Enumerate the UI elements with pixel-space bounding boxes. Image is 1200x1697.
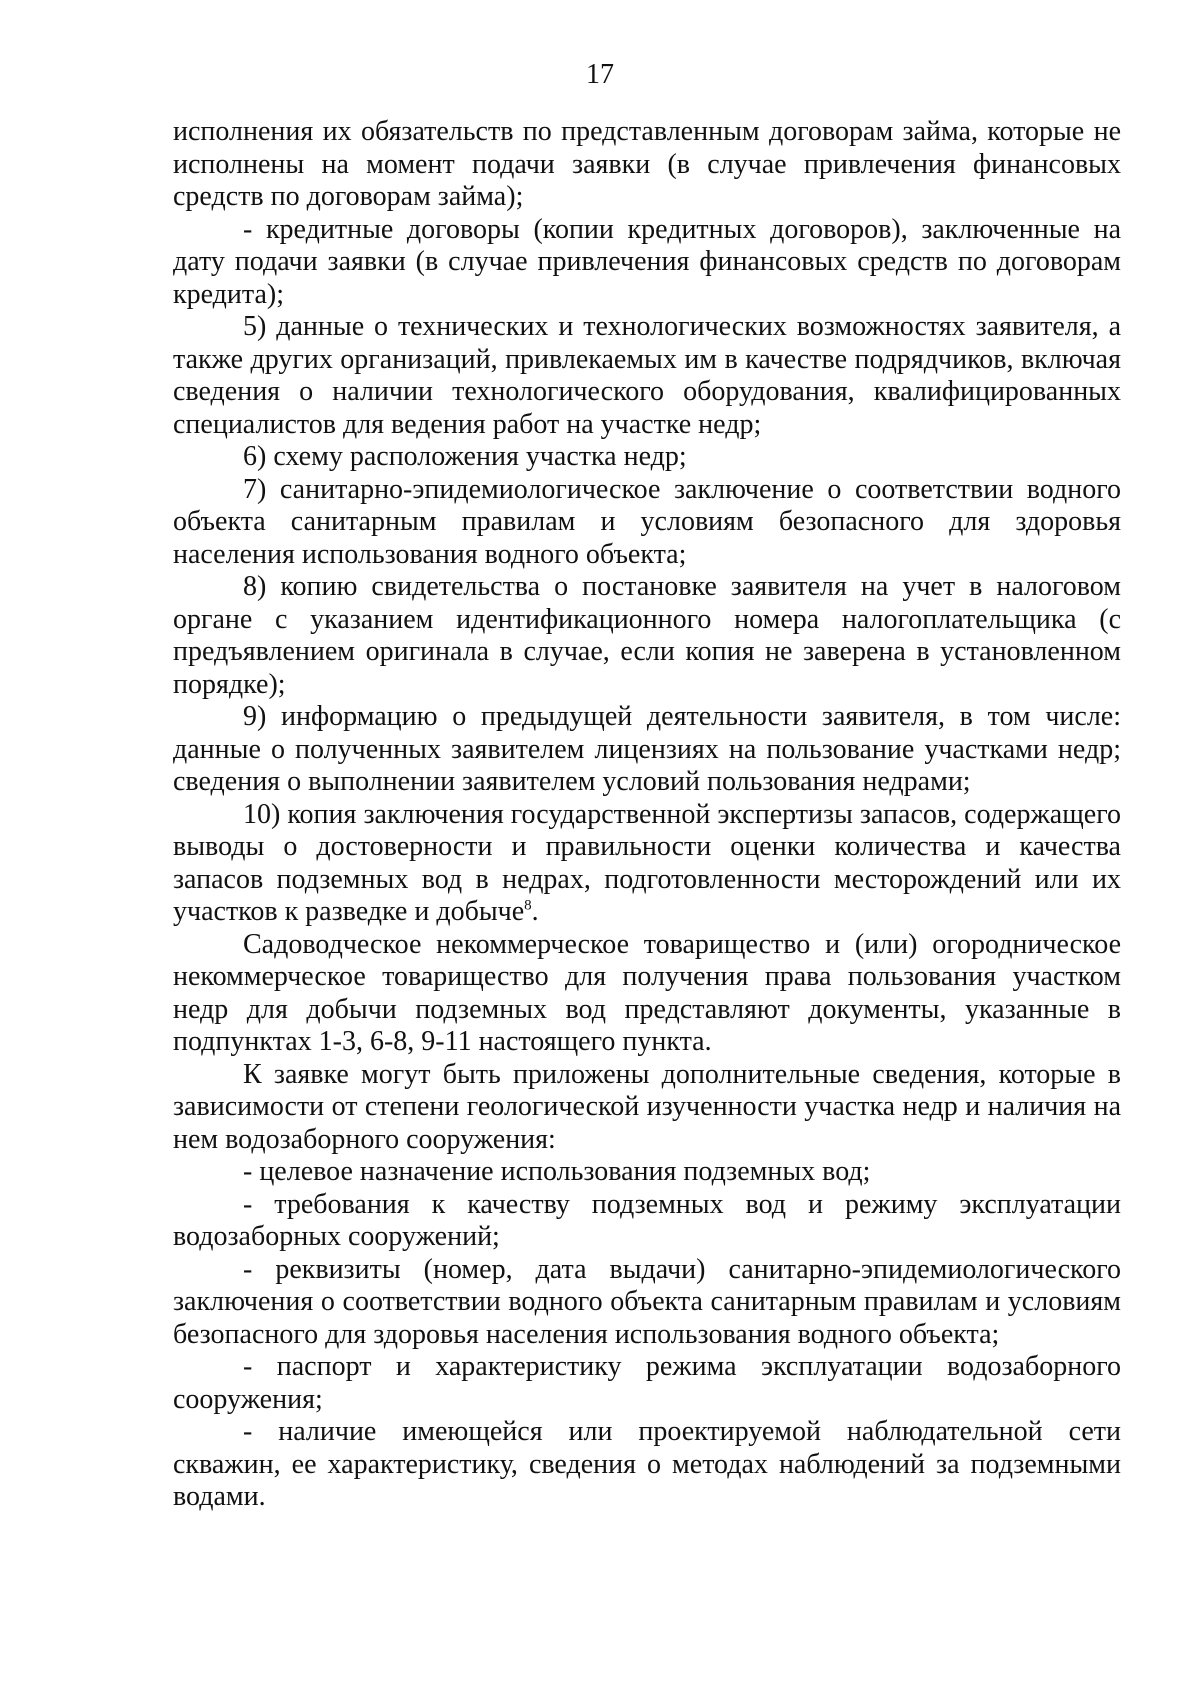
paragraph-item-10 <box>173 799 1121 929</box>
paragraph-item-10-text: 10) копия заключения государственной экспертизы запасов, содержащего выводы о достоверности и правильности оценки количества и качества запасов подземных вод в недрах, подготовленности месторождений или их участков к разведке и добыче <box>173 798 1121 927</box>
paragraph-item-8: 8) копию свидетельства о постановке заявителя на учет в налоговом органе с указанием идентификационного номера налогоплательщика (с предъявлением оригинала в случае, если копия не заверена в установленном порядке); <box>173 571 1121 700</box>
paragraph-quality-requirements: - требования к качеству подземных вод и режиму эксплуатации водозаборных сооружений; <box>173 1188 1121 1252</box>
paragraph-sanitary-details: - реквизиты (номер, дата выдачи) санитарно-эпидемиологического заключения о соответствии водного объекта санитарным правилам и условиям безопасного для здоровья населения использования водного объекта; <box>173 1253 1121 1350</box>
paragraph-item-9: 9) информацию о предыдущей деятельности заявителя, в том числе: данные о полученных заявителем лицензиях на пользование участками недр; сведения о выполнении заявителем условий пользования недрами; <box>173 701 1121 797</box>
paragraph-item-6: 6) схему расположения участка недр; <box>243 441 687 472</box>
footnote-reference: 8 <box>524 897 532 914</box>
paragraph-continuation: исполнения их обязательств по представленным договорам займа, которые не исполнены на момент подачи заявки (в случае привлечения финансовых средств по договорам займа); <box>173 116 1121 212</box>
paragraph-target-use: - целевое назначение использования подземных вод; <box>243 1156 871 1187</box>
paragraph-garden-partnership: Садоводческое некоммерческое товарищество и (или) огородническое некоммерческое товарищество для получения права пользования участком недр для добычи подземных вод представляют документы, указанные в подпунктах 1-3, 6-8, 9-11 настоящего пункта. <box>173 928 1121 1057</box>
paragraph-item-7: 7) санитарно-эпидемиологическое заключение о соответствии водного объекта санитарным правилам и условиям безопасного для здоровья населения использования водного объекта; <box>173 473 1121 570</box>
paragraph-credit-agreements: - кредитные договоры (копии кредитных договоров), заключенные на дату подачи заявки (в случае привлечения финансовых средств по договорам кредита); <box>173 213 1121 310</box>
document-body <box>173 116 1121 1514</box>
paragraph-passport: - паспорт и характеристику режима эксплуатации водозаборного сооружения; <box>173 1351 1121 1415</box>
paragraph-item-10-period: . <box>531 896 539 927</box>
page-number: 17 <box>586 59 614 90</box>
paragraph-item-5: 5) данные о технических и технологических возможностях заявителя, а также других организаций, привлекаемых им в качестве подрядчиков, включая сведения о наличии технологического оборудования, квалифицированных специалистов для ведения работ на участке недр; <box>173 311 1121 440</box>
paragraph-monitoring-network: - наличие имеющейся или проектируемой наблюдательной сети скважин, ее характеристику, сведения о методах наблюдений за подземными водами. <box>173 1416 1121 1512</box>
paragraph-additional-info: К заявке могут быть приложены дополнительные сведения, которые в зависимости от степени геологической изученности участка недр и наличия на нем водозаборного сооружения: <box>173 1058 1121 1155</box>
